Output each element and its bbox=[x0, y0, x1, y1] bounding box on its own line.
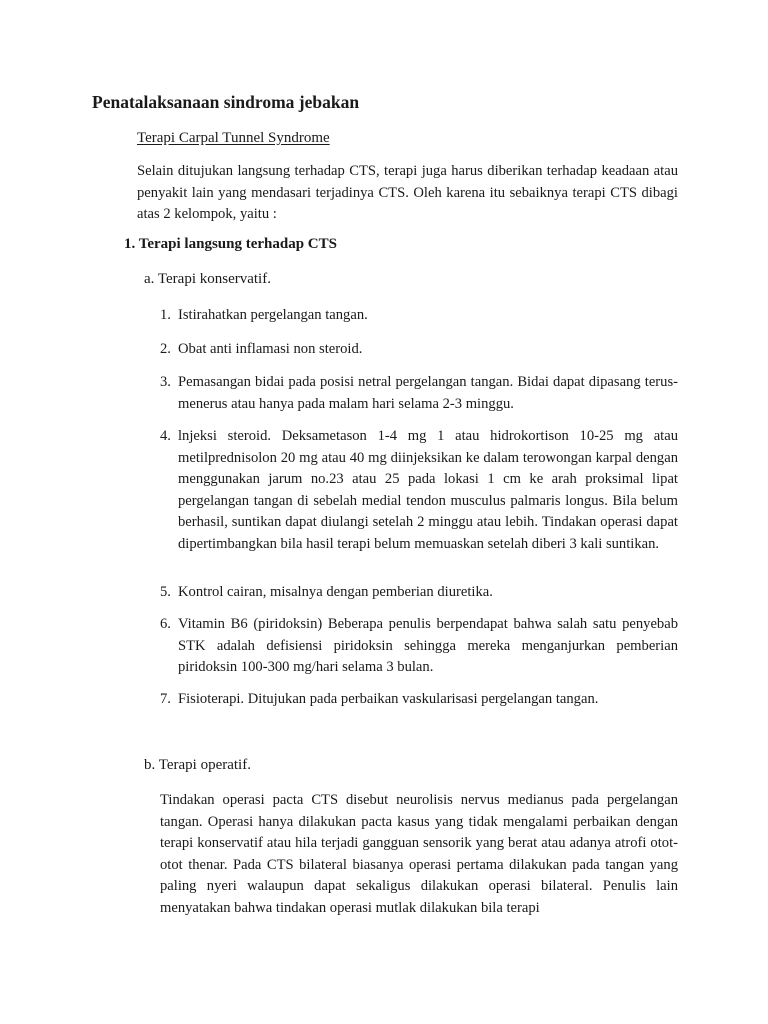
subsection-heading-a: a. Terapi konservatif. bbox=[144, 271, 271, 287]
list-item-number: 1. bbox=[160, 307, 171, 323]
list-item-number: 2. bbox=[160, 341, 171, 357]
list-item bbox=[160, 339, 678, 361]
list-item-text: lnjeksi steroid. Deksametason 1-4 mg 1 atau hidrokortison 10-25 mg atau metilprednisolon 20 mg atau 40 mg diinjeksikan ke dalam terowongan karpal dengan menggunakan jarum no.23 atau 25 pada lokasi 1 cm ke arah proksimal lipat pergelangan tangan di sebelah medial tendon musculus palmaris longus. Bila belum berhasil, suntikan dapat diulangi setelah 2 minggu atau lebih. Tindakan operasi dapat dipertimbangkan bila hasil terapi belum memuaskan setelah diberi 3 kali suntikan. bbox=[178, 428, 678, 552]
list-item bbox=[160, 305, 678, 327]
list-item-number: 5. bbox=[160, 584, 171, 600]
list-item-text: Vitamin B6 (piridoksin) Beberapa penulis berpendapat bahwa salah satu penyebab STK adalah defisiensi piridoksin sehingga mereka menganjurkan pemberian piridoksin 100-300 mg/hari selama 3 bulan. bbox=[178, 616, 678, 675]
list-item-text: Istirahatkan pergelangan tangan. bbox=[178, 307, 368, 323]
list-item-text: Kontrol cairan, misalnya dengan pemberian diuretika. bbox=[178, 584, 493, 600]
list-item-number: 6. bbox=[160, 616, 171, 632]
operatif-paragraph: Tindakan operasi pacta CTS disebut neurolisis nervus medianus pada pergelangan tangan. Operasi hanya dilakukan pacta kasus yang tidak mengalami perbaikan dengan terapi konservatif atau hila terjadi gangguan sensorik yang berat atau adanya atrofi otot-otot thenar. Pada CTS bilateral biasanya operasi pertama dilakukan pada tangan yang paling nyeri walaupun dapat sekaligus dilakukan operasi bilateral. Penulis lain menyatakan bahwa tindakan operasi mutlak dilakukan bila terapi bbox=[160, 792, 678, 916]
section-heading-1: 1. Terapi langsung terhadap CTS bbox=[124, 236, 337, 252]
list-item-text: Pemasangan bidai pada posisi netral pergelangan tangan. Bidai dapat dipasang terus-menerus atau hanya pada malam hari selama 2-3 minggu. bbox=[178, 374, 678, 412]
document-subtitle: Terapi Carpal Tunnel Syndrome bbox=[137, 130, 330, 146]
list-item bbox=[160, 614, 678, 679]
document-title: Penatalaksanaan sindroma jebakan bbox=[92, 92, 360, 112]
list-item-number: 4. bbox=[160, 428, 171, 444]
intro-paragraph: Selain ditujukan langsung terhadap CTS, terapi juga harus diberikan terhadap keadaan atau penyakit lain yang mendasari terjadinya CTS. Oleh karena itu sebaiknya terapi CTS dibagi atas 2 kelompok, yaitu : bbox=[137, 163, 678, 222]
list-item-number: 3. bbox=[160, 374, 171, 390]
list-item-text: Fisioterapi. Ditujukan pada perbaikan vaskularisasi pergelangan tangan. bbox=[178, 691, 599, 707]
list-item bbox=[160, 582, 678, 604]
list-item bbox=[160, 372, 678, 415]
list-item-number: 7. bbox=[160, 691, 171, 707]
list-item bbox=[160, 426, 678, 555]
list-item bbox=[160, 689, 678, 711]
list-item-text: Obat anti inflamasi non steroid. bbox=[178, 341, 363, 357]
subsection-heading-b: b. Terapi operatif. bbox=[144, 757, 251, 773]
